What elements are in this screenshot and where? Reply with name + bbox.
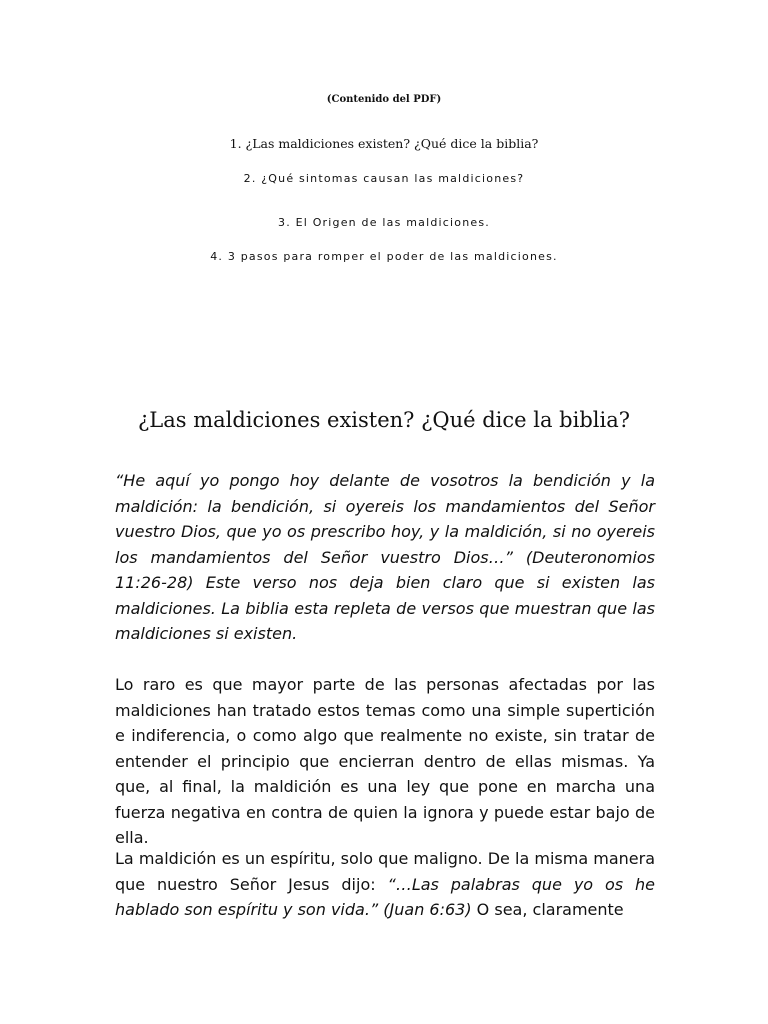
paragraph3-start: La maldición es un espíritu, solo que maligno. De la misma manera que nuestro Señor Jesus dijo: bbox=[115, 849, 655, 894]
toc-item-2: 2. ¿Qué sintomas causan las maldiciones? bbox=[243, 172, 525, 185]
toc-heading: (Contenido del PDF) bbox=[326, 94, 442, 105]
toc-item-4: 4. 3 pasos para romper el poder de las maldiciones. bbox=[210, 250, 558, 263]
quote-paragraph: “He aquí yo pongo hoy delante de vosotros la bendición y la maldición: la bendición, si oyereis los mandamientos del Señor vuestro Dios, que yo os prescribo hoy, y la maldición, si no oyereis los mandamientos del Señor vuestro Dios…” (Deuteronomios 11:26-28) Este verso nos deja bien claro que si existen las maldiciones. La biblia esta repleta de versos que muestran que las maldiciones si existen. bbox=[115, 471, 655, 643]
paragraph3-quote: “…Las palabras que yo os he hablado son espíritu y son vida.” (Juan 6:63) bbox=[115, 874, 655, 919]
body-paragraph-3 bbox=[115, 846, 655, 923]
paragraph3-end: O sea, claramente bbox=[471, 900, 624, 919]
toc-item-1: 1. ¿Las maldiciones existen? ¿Qué dice la biblia? bbox=[229, 136, 539, 151]
toc-item-3: 3. El Origen de las maldiciones. bbox=[278, 216, 490, 229]
body-paragraph-2: Lo raro es que mayor parte de las personas afectadas por las maldiciones han tratado estos temas como una simple supertición e indiferencia, o como algo que realmente no existe, sin tratar de entender el principio que encierran dentro de ellas mismas. Ya que, al final, la maldición es una ley que pone en marcha una fuerza negativa en contra de quien la ignora y puede estar bajo de ella. bbox=[115, 675, 655, 847]
section-title: ¿Las maldiciones existen? ¿Qué dice la biblia? bbox=[138, 408, 630, 432]
